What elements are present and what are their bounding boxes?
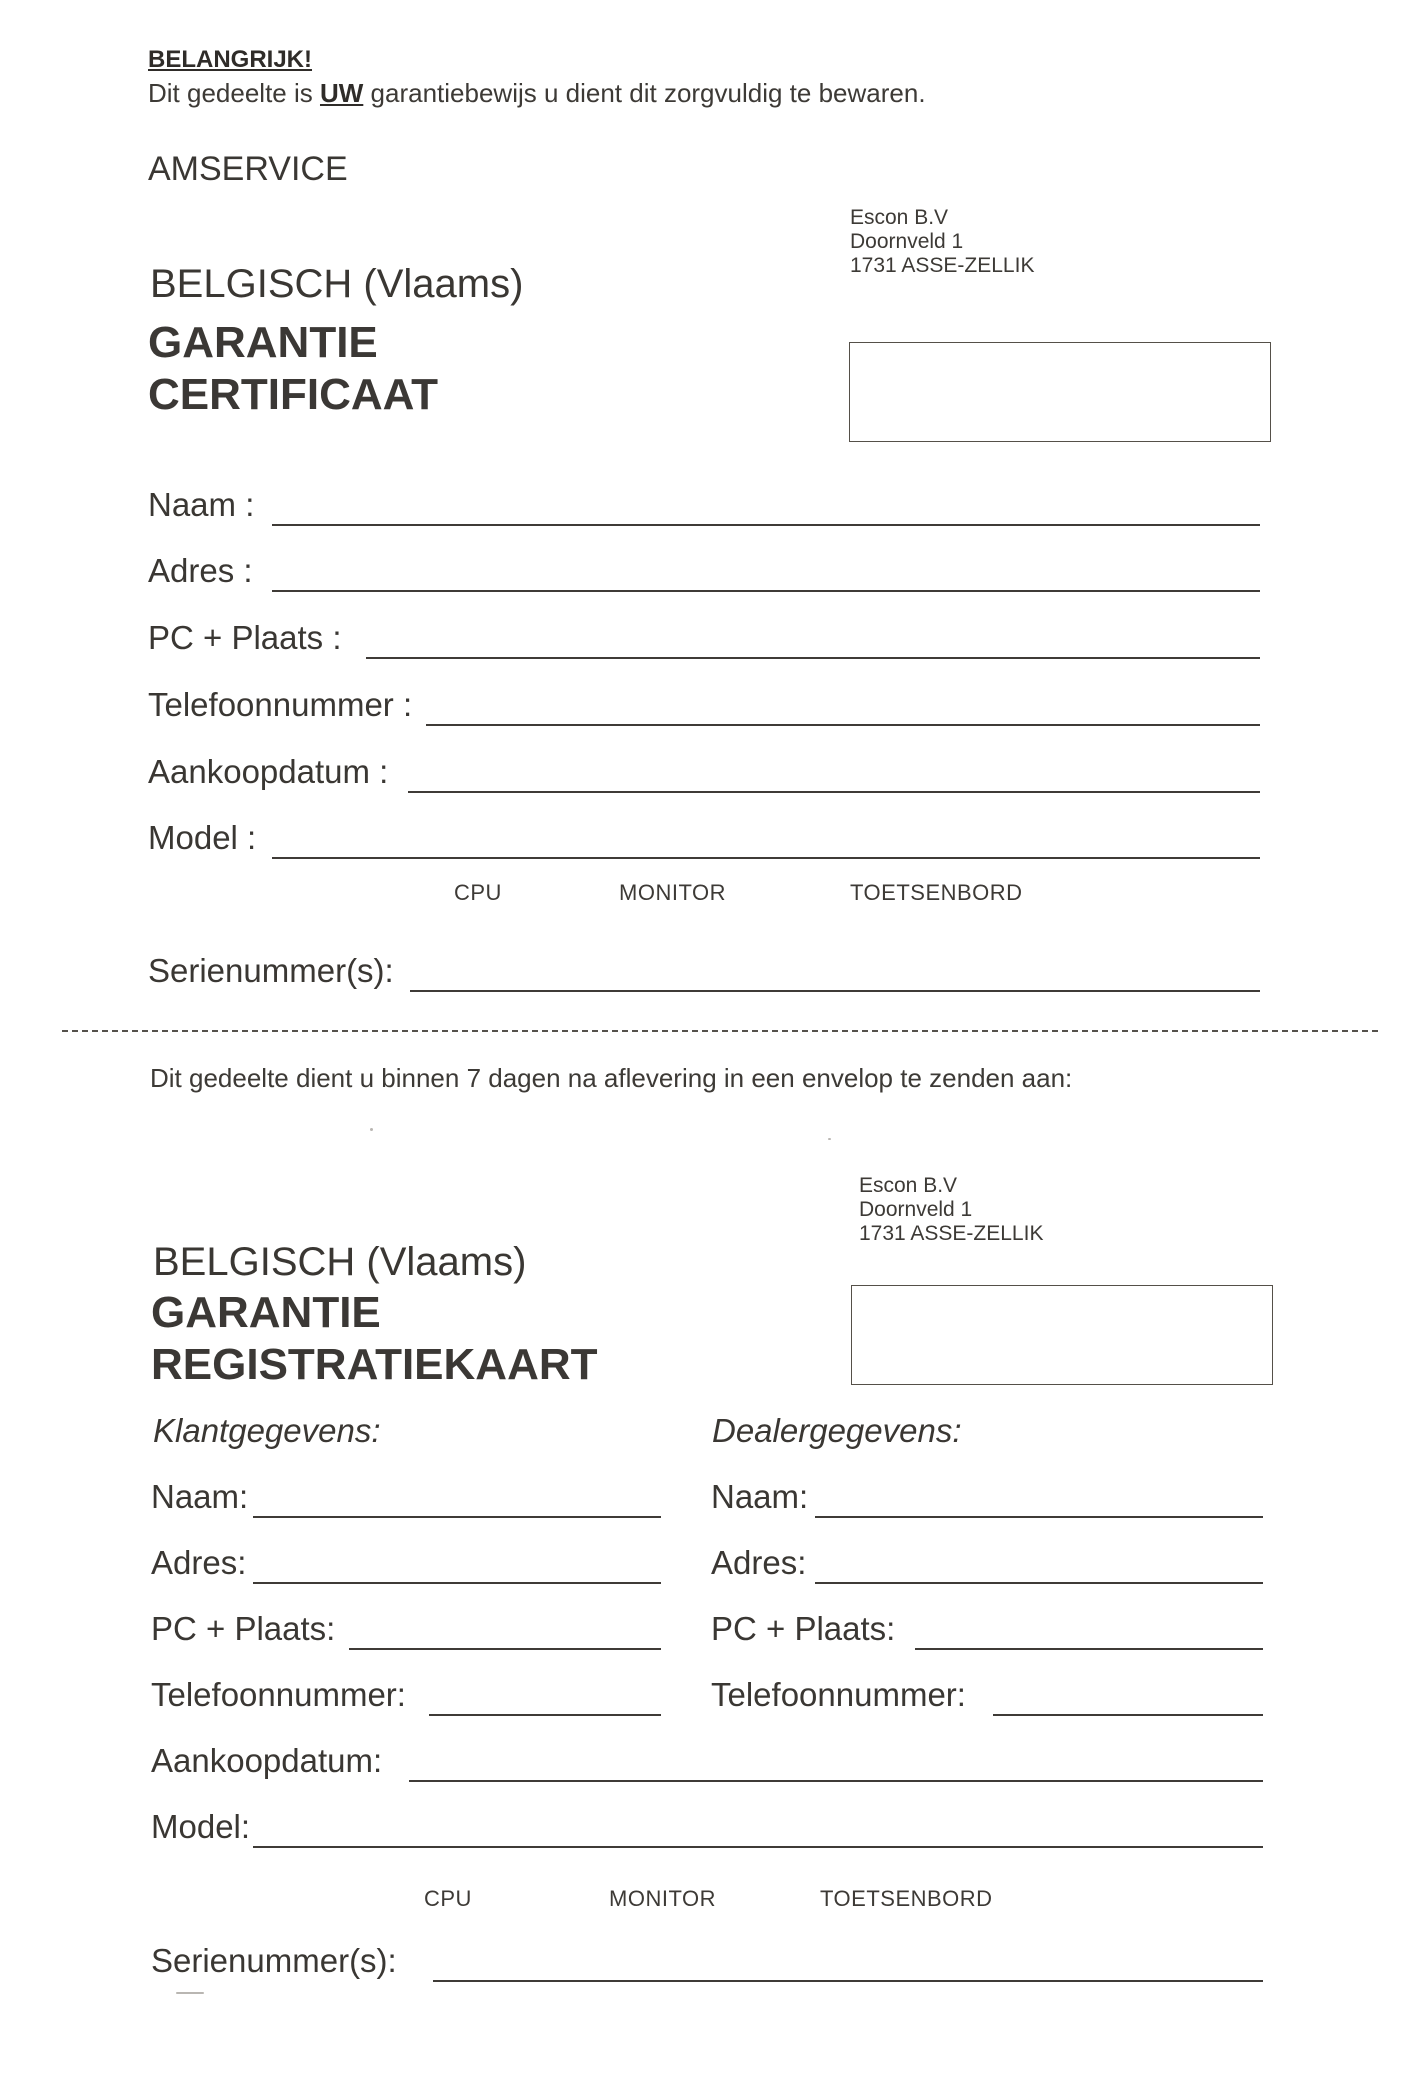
certificate-stamp-box[interactable]: [849, 342, 1271, 442]
dealer-phone-input-line[interactable]: [993, 1714, 1263, 1716]
address-line: Doornveld 1: [859, 1198, 973, 1221]
customer-phone-input-line[interactable]: [429, 1714, 661, 1716]
customer-section-heading: Klantgegevens:: [153, 1412, 381, 1449]
phone-input-line[interactable]: [426, 724, 1260, 726]
postcode-city-input-line[interactable]: [366, 657, 1260, 659]
certificate-model-field[interactable]: [148, 819, 1260, 859]
registration-purchase-date-field[interactable]: [151, 1742, 1263, 1782]
field-label: PC + Plaats:: [151, 1610, 336, 1647]
customer-address-input-line[interactable]: [253, 1582, 661, 1584]
component-label-cpu: CPU: [424, 1886, 472, 1911]
field-label: Aankoopdatum:: [151, 1742, 383, 1779]
certificate-phone-field[interactable]: [148, 686, 1260, 726]
print-speck: [176, 1992, 204, 1994]
field-label: Naam:: [151, 1478, 249, 1515]
registration-serial-field[interactable]: [151, 1942, 1263, 1982]
certificate-postcode-city-field[interactable]: [148, 619, 1260, 659]
customer-postcode-city-input-line[interactable]: [349, 1648, 661, 1650]
address-input-line[interactable]: [272, 590, 1260, 592]
field-label: Telefoonnummer:: [151, 1676, 406, 1713]
field-label: Naam:: [711, 1478, 809, 1515]
registration-title-line1: GARANTIE: [151, 1288, 381, 1337]
dealer-section-heading: Dealergegevens:: [712, 1412, 962, 1449]
send-instruction: Dit gedeelte dient u binnen 7 dagen na aflevering in een envelop te zenden aan:: [150, 1063, 1073, 1093]
serial-input-line[interactable]: [410, 990, 1260, 992]
component-label-keyboard: TOETSENBORD: [850, 880, 1023, 905]
field-label: Model:: [151, 1808, 251, 1845]
customer-phone-field[interactable]: [151, 1676, 661, 1716]
dealer-name-field[interactable]: [711, 1478, 1263, 1518]
certificate-title-line1: GARANTIE: [148, 318, 378, 367]
print-speck: [370, 1128, 373, 1131]
registration-stamp-box[interactable]: [851, 1285, 1273, 1385]
registration-language: BELGISCH (Vlaams): [153, 1240, 527, 1284]
registration-purchase-date-input-line[interactable]: [409, 1780, 1263, 1782]
field-label: Adres:: [151, 1544, 247, 1581]
field-label: Adres :: [148, 552, 253, 589]
address-line: Escon B.V: [850, 206, 949, 229]
dealer-name-input-line[interactable]: [815, 1516, 1263, 1518]
certificate-purchase-date-field[interactable]: [148, 753, 1260, 793]
address-line: 1731 ASSE-ZELLIK: [859, 1222, 1044, 1245]
notice-title: BELANGRIJK!: [148, 46, 313, 73]
registration-model-field[interactable]: [151, 1808, 1263, 1848]
field-label: Telefoonnummer:: [711, 1676, 966, 1713]
field-label: Aankoopdatum :: [148, 753, 389, 790]
certificate-address-field[interactable]: [148, 552, 1260, 592]
field-label: PC + Plaats :: [148, 619, 342, 656]
customer-name-input-line[interactable]: [253, 1516, 661, 1518]
brand-name: AMSERVICE: [148, 150, 348, 188]
registration-model-input-line[interactable]: [253, 1846, 1263, 1848]
certificate-recipient-address: [850, 206, 1034, 278]
component-label-keyboard: TOETSENBORD: [820, 1886, 993, 1911]
dealer-postcode-city-field[interactable]: [711, 1610, 1263, 1650]
customer-address-field[interactable]: [151, 1544, 661, 1584]
component-label-cpu: CPU: [454, 880, 502, 905]
certificate-title-line2: CERTIFICAAT: [148, 370, 439, 419]
purchase-date-input-line[interactable]: [408, 791, 1260, 793]
model-input-line[interactable]: [272, 857, 1260, 859]
field-label: Model :: [148, 819, 257, 856]
field-label: Serienummer(s):: [148, 952, 394, 989]
notice-text-end: garantiebewijs u dient dit zorgvuldig te bewaren.: [363, 78, 926, 108]
dealer-address-field[interactable]: [711, 1544, 1263, 1584]
customer-name-field[interactable]: [151, 1478, 661, 1518]
field-label: Adres:: [711, 1544, 807, 1581]
field-label: PC + Plaats:: [711, 1610, 896, 1647]
registration-serial-input-line[interactable]: [433, 1980, 1263, 1982]
notice-text-start: Dit gedeelte is: [148, 78, 320, 108]
print-speck: [828, 1138, 831, 1140]
dealer-phone-field[interactable]: [711, 1676, 1263, 1716]
dealer-postcode-city-input-line[interactable]: [915, 1648, 1263, 1650]
certificate-name-field[interactable]: [148, 486, 1260, 526]
registration-title-line2: REGISTRATIEKAART: [151, 1340, 598, 1389]
address-line: 1731 ASSE-ZELLIK: [850, 254, 1035, 277]
registration-recipient-address: [859, 1174, 1043, 1246]
field-label: Telefoonnummer :: [148, 686, 413, 723]
field-label: Naam :: [148, 486, 255, 523]
certificate-serial-field[interactable]: [148, 952, 1260, 992]
address-line: Escon B.V: [859, 1174, 958, 1197]
field-label: Serienummer(s):: [151, 1942, 397, 1979]
cut-line-divider: [62, 1030, 1378, 1032]
customer-postcode-city-field[interactable]: [151, 1610, 661, 1650]
component-label-monitor: MONITOR: [609, 1886, 716, 1911]
notice-text-emphasis: UW: [319, 78, 364, 108]
notice-text: [148, 78, 926, 109]
component-label-monitor: MONITOR: [619, 880, 726, 905]
address-line: Doornveld 1: [850, 230, 964, 253]
dealer-address-input-line[interactable]: [815, 1582, 1263, 1584]
name-input-line[interactable]: [272, 524, 1260, 526]
certificate-language: BELGISCH (Vlaams): [150, 262, 524, 306]
